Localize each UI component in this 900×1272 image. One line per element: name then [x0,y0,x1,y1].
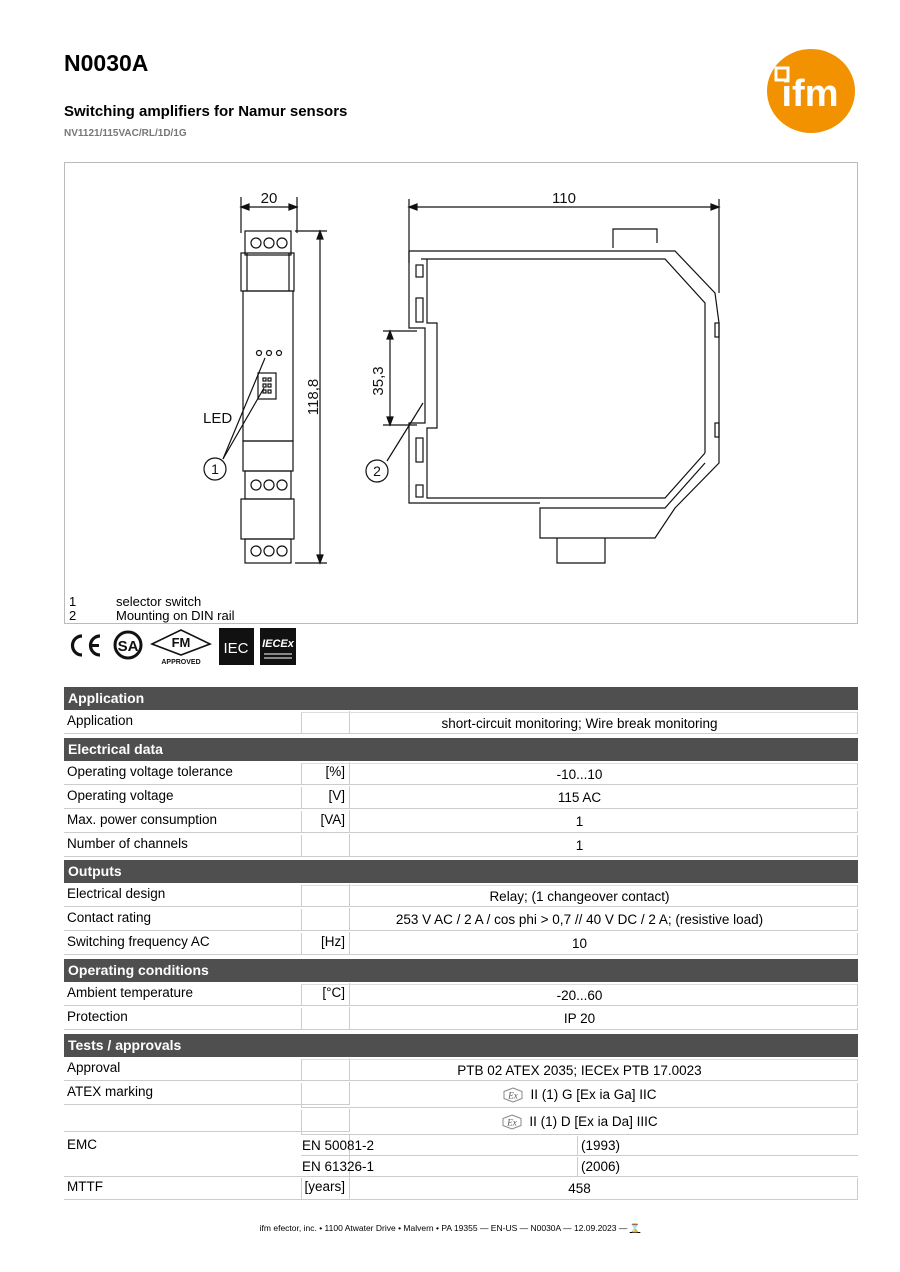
svg-text:IEC: IEC [223,640,249,657]
certification-marks [64,627,304,667]
iec-mark [219,628,254,665]
section-operating-conditions: Operating conditions [64,959,858,982]
table-row: Ambient temperature [°C] -20...60 [64,983,858,1007]
fm-approved-mark [152,630,210,666]
svg-text:SA: SA [117,638,139,655]
dim-height: 118,8 [305,378,322,416]
section-electrical-data: Electrical data [64,738,858,761]
table-row: Application short-circuit monitoring; Wire break monitoring [64,711,858,735]
table-row: Ex II (1) D [Ex ia Da] IIIC [64,1109,858,1135]
page-title: N0030A [64,50,149,76]
iecex-mark [260,628,296,665]
dim-width-front: 20 [260,190,278,207]
table-row: Protection IP 20 [64,1007,858,1031]
table-row: ATEX marking Ex II (1) G [Ex ia Ga] IIC [64,1082,858,1108]
technical-drawing-svg [65,163,857,623]
svg-text:Ex: Ex [508,1090,519,1101]
table-row: Operating voltage tolerance [%] -10...10 [64,762,858,786]
table-row: Operating voltage [V] 115 AC [64,786,858,810]
table-row: Max. power consumption [VA] 1 [64,810,858,834]
section-tests-approvals: Tests / approvals [64,1034,858,1057]
dimension-drawing: 20 118,8 LED 1 110 35,3 2 1 selector switch 2 Mounting on DIN rail [64,162,858,624]
emc-standard-row: EN 61326-1 (2006) [301,1156,858,1177]
table-row: Contact rating 253 V AC / 2 A / cos phi > 0,7 // 40 V DC / 2 A; (resistive load) [64,908,858,932]
page-footer: ifm efector, inc. • 1100 Atwater Drive • Malvern • PA 19355 — EN-US — N0030A — 12.09.2023 — ⌛ [259,1223,641,1233]
svg-text:FM: FM [171,635,191,650]
ex-hexagon-icon [502,1087,524,1103]
table-row-emc: EMC EN 50081-2 (1993) EN 61326-1 (2006) [64,1135,858,1177]
svg-text:Ex: Ex [507,1117,518,1128]
svg-text:IECEx: IECEx [262,638,294,650]
ce-mark [73,636,101,655]
table-row: Approval PTB 02 ATEX 2035; IECEx PTB 17.0023 [64,1058,858,1082]
product-subtitle: Switching amplifiers for Namur sensors [64,103,348,120]
table-row: Number of channels 1 [64,834,858,858]
dim-width-side: 110 [552,190,576,207]
ex-hexagon-icon [501,1114,523,1130]
side-view [366,199,719,563]
led-label: LED [203,410,233,427]
hourglass-icon: ⌛ [629,1223,641,1233]
table-row: Switching frequency AC [Hz] 10 [64,932,858,956]
callout-2: 2 [373,463,381,479]
emc-standard-row: EN 50081-2 (1993) [301,1135,858,1156]
article-code: NV1121/115VAC/RL/1D/1G [64,128,187,139]
ifm-logo [766,48,856,134]
callout-1: 1 [211,461,219,477]
svg-text:APPROVED: APPROVED [161,659,201,666]
section-application: Application [64,687,858,710]
table-row: MTTF [years] 458 [64,1177,858,1201]
logo-text: ifm [781,73,839,115]
table-row: Electrical design Relay; (1 changeover contact) [64,884,858,908]
csa-mark [115,632,141,658]
section-outputs: Outputs [64,860,858,883]
dim-rail: 35,3 [370,366,387,396]
